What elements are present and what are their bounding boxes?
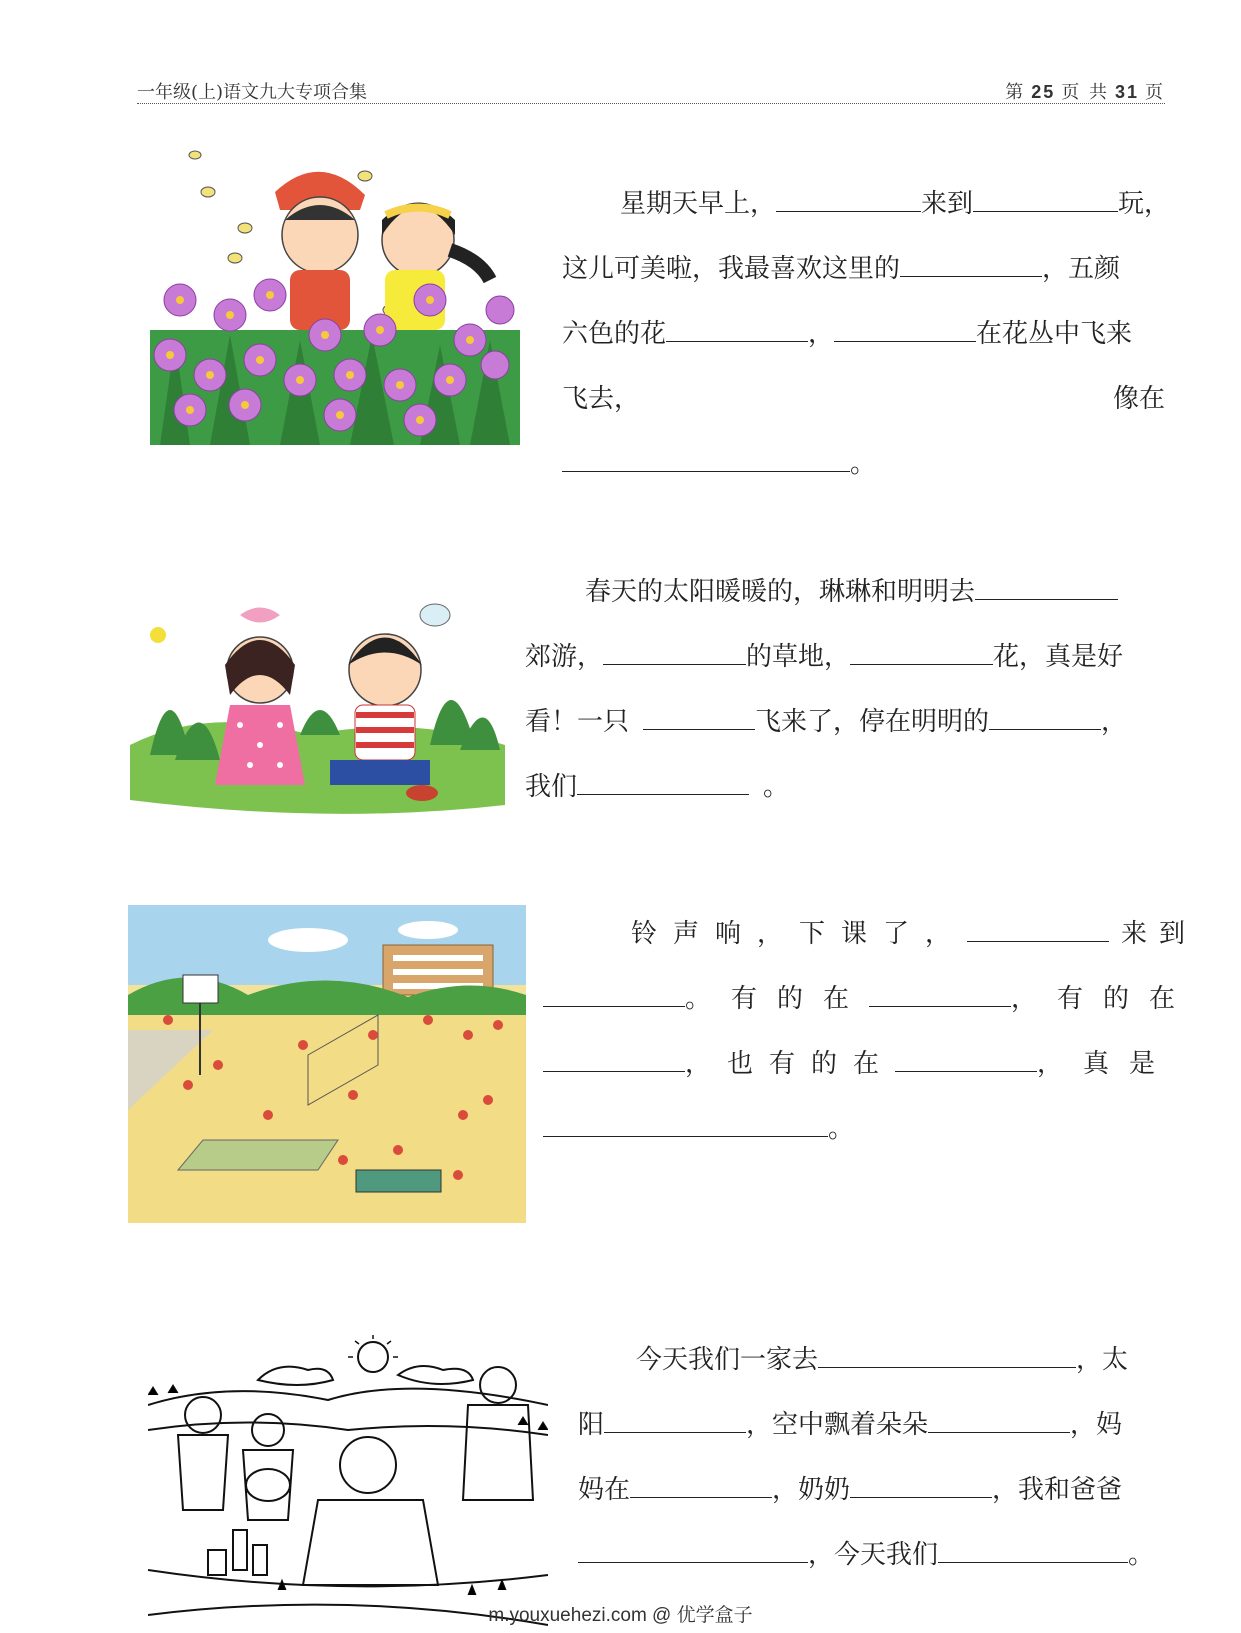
answer-blank[interactable] bbox=[643, 708, 755, 730]
exercise-3-text bbox=[543, 902, 1198, 1162]
ex2-line-1: 春天的太阳暖暖的，琳琳和明明去 bbox=[525, 560, 1167, 625]
answer-blank[interactable] bbox=[562, 450, 850, 472]
answer-blank[interactable] bbox=[967, 920, 1109, 942]
answer-blank[interactable] bbox=[900, 255, 1042, 277]
page-header bbox=[137, 76, 1165, 104]
ex2-line-2: 郊游， 的草地， 花，真是好 bbox=[525, 642, 1124, 672]
answer-blank[interactable] bbox=[776, 190, 921, 212]
answer-blank[interactable] bbox=[630, 1476, 772, 1498]
exercise-2-text bbox=[525, 560, 1167, 820]
illustration-school-playground bbox=[128, 905, 526, 1223]
answer-blank[interactable] bbox=[850, 643, 993, 665]
illustration-spring-outing bbox=[130, 595, 505, 830]
answer-blank[interactable] bbox=[604, 1411, 746, 1433]
illustration-family-picnic bbox=[148, 1335, 548, 1633]
page-number: 第 25 页 共 31 页 bbox=[1005, 82, 1165, 103]
answer-blank[interactable] bbox=[578, 1541, 808, 1563]
ex3-line-3: ，也有的在 ，真是 bbox=[543, 1032, 1167, 1097]
answer-blank[interactable] bbox=[666, 320, 808, 342]
answer-blank[interactable] bbox=[543, 1050, 685, 1072]
ex4-line-2: 阳 ，空中飘着朵朵 ，妈 bbox=[578, 1410, 1123, 1440]
answer-blank[interactable] bbox=[818, 1346, 1076, 1368]
answer-blank[interactable] bbox=[543, 1115, 828, 1137]
answer-blank[interactable] bbox=[603, 643, 746, 665]
answer-blank[interactable] bbox=[869, 985, 1011, 1007]
ex3-line-1: 铃声响，下课了， 来到 bbox=[631, 919, 1198, 949]
ex1-line-2: 这儿可美啦，我最喜欢这里的 ，五颜 bbox=[562, 254, 1121, 284]
answer-blank[interactable] bbox=[938, 1541, 1128, 1563]
answer-blank[interactable] bbox=[834, 320, 976, 342]
answer-blank[interactable] bbox=[989, 708, 1101, 730]
ex2-line-4: 我们 。 bbox=[525, 772, 790, 802]
answer-blank[interactable] bbox=[895, 1050, 1037, 1072]
answer-blank[interactable] bbox=[975, 578, 1118, 600]
ex4-line-1: 今天我们一家去 ，太 bbox=[636, 1345, 1129, 1375]
exercise-4-text bbox=[578, 1328, 1167, 1588]
answer-blank[interactable] bbox=[850, 1476, 992, 1498]
answer-blank[interactable] bbox=[973, 190, 1118, 212]
ex2-line-3: 看！一只 飞来了，停在明明的 ， bbox=[525, 707, 1128, 737]
ex3-line-4: 。 bbox=[543, 1097, 1167, 1162]
ex1-line-3: 六色的花 ， 在花丛中飞来 bbox=[562, 319, 1133, 349]
illustration-flower-field bbox=[150, 140, 520, 445]
ex1-line-5: 。 bbox=[562, 432, 1167, 497]
ex4-line-3: 妈在 ，奶奶 ，我和爸爸 bbox=[578, 1475, 1123, 1505]
answer-blank[interactable] bbox=[928, 1411, 1070, 1433]
ex1-line-1: 星期天早上， 来到 玩， bbox=[620, 189, 1171, 219]
exercise-1-text bbox=[562, 172, 1171, 497]
answer-blank[interactable] bbox=[543, 985, 685, 1007]
ex1-line-4: 飞去， 像在 bbox=[562, 384, 1165, 414]
ex3-line-2: 。有的在 ，有的在 bbox=[543, 967, 1167, 1032]
ex4-line-4: ，今天我们 。 bbox=[578, 1523, 1167, 1588]
footer-watermark: m.youxuehezi.com @ 优学盒子 bbox=[488, 1605, 753, 1626]
document-title: 一年级(上)语文九大专项合集 bbox=[137, 82, 368, 103]
answer-blank[interactable] bbox=[577, 773, 749, 795]
